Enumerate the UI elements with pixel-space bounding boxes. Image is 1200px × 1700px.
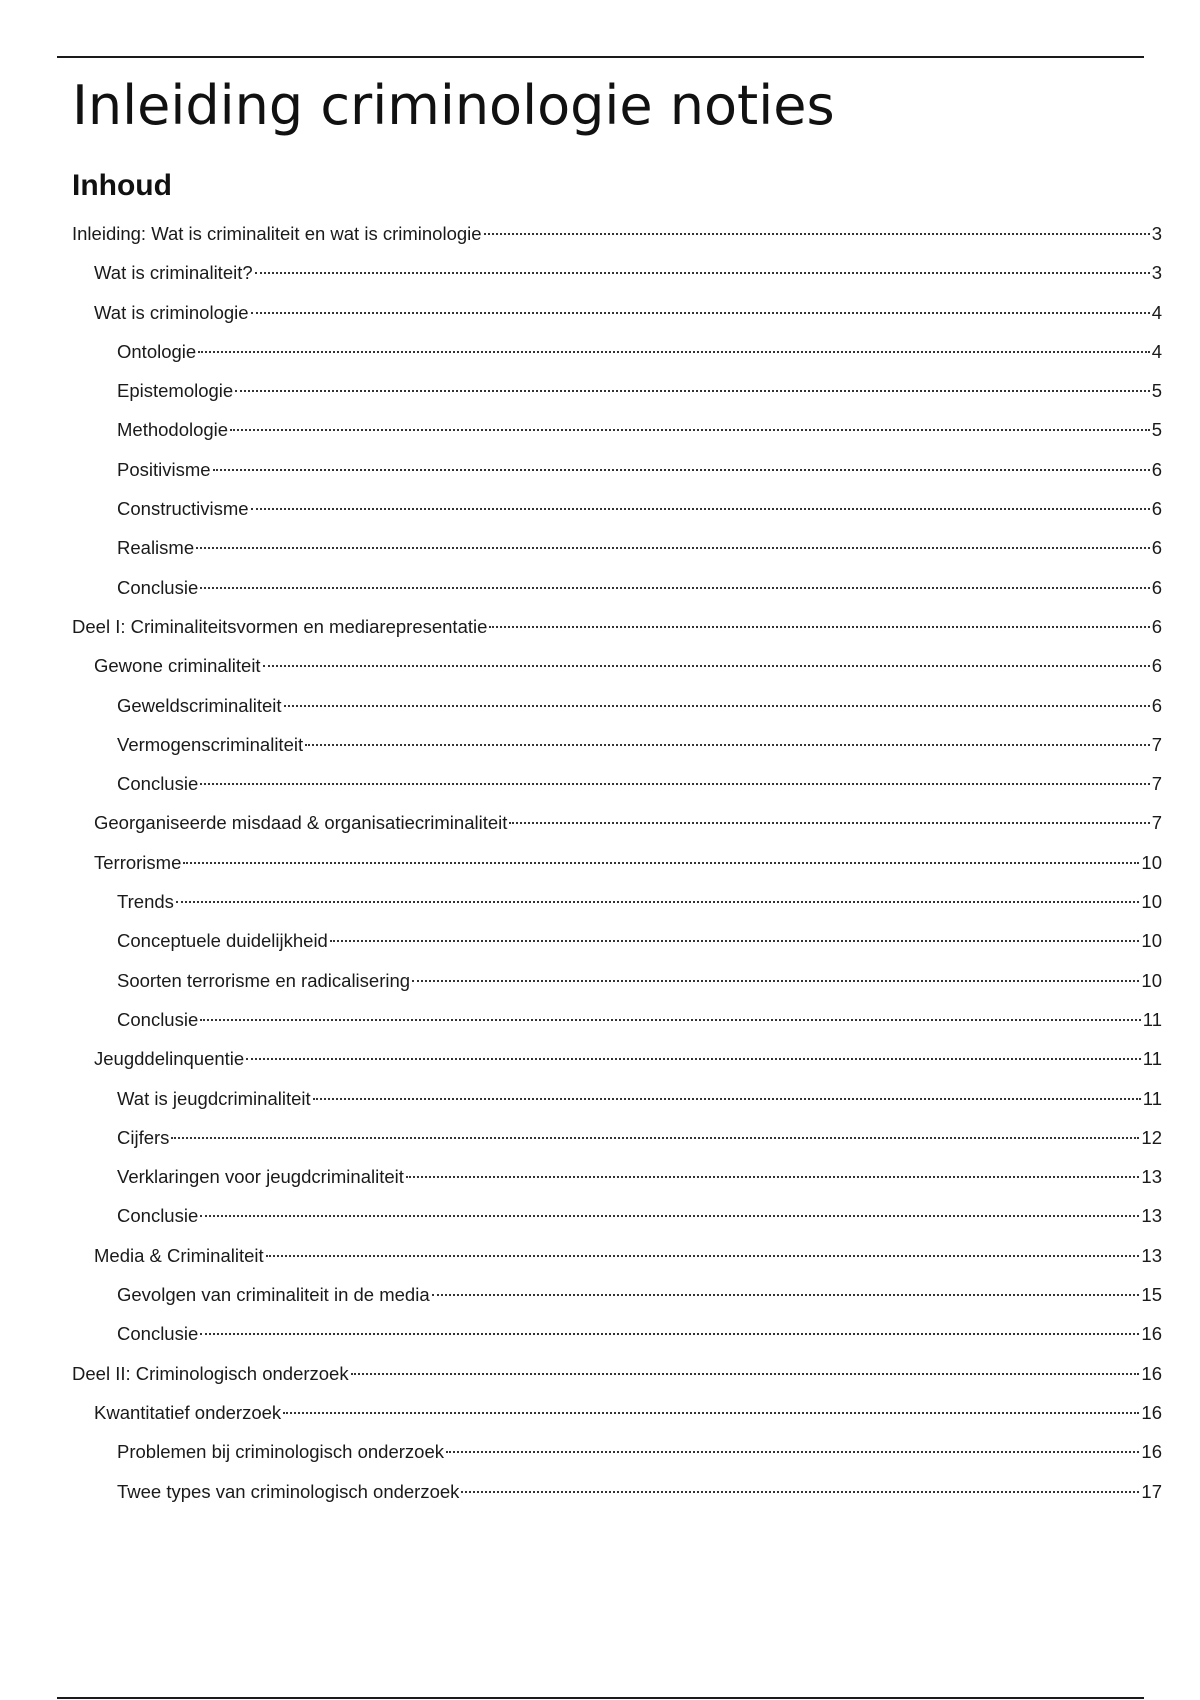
toc-dot-leader [484, 233, 1150, 235]
toc-page-number: 10 [1141, 930, 1162, 952]
toc-entry[interactable] [72, 293, 1162, 332]
toc-entry-title: Conceptuele duidelijkheid [117, 930, 328, 952]
toc-page-number: 17 [1141, 1480, 1162, 1502]
toc-dot-leader [200, 587, 1149, 589]
toc-dot-leader [412, 980, 1139, 982]
toc-dot-leader [213, 469, 1150, 471]
toc-entry[interactable] [72, 1432, 1162, 1471]
toc-entry[interactable] [72, 1118, 1162, 1157]
toc-page-number: 6 [1151, 458, 1162, 480]
toc-dot-leader [200, 1019, 1141, 1021]
toc-entry[interactable] [72, 1196, 1162, 1235]
toc-page-number: 4 [1151, 301, 1162, 323]
toc-page-number: 13 [1141, 1244, 1162, 1266]
toc-page-number: 7 [1151, 773, 1162, 795]
toc-entry-title: Vermogenscriminaliteit [117, 733, 304, 755]
toc-dot-leader [200, 1215, 1139, 1217]
toc-page-number: 15 [1141, 1284, 1162, 1306]
toc-entry-title: Jeugddelinquentie [94, 1048, 245, 1070]
toc-dot-leader [284, 705, 1150, 707]
toc-dot-leader [406, 1176, 1140, 1178]
toc-entry[interactable] [72, 1314, 1162, 1353]
toc-entry-title: Methodologie [117, 419, 229, 441]
toc-dot-leader [305, 744, 1150, 746]
toc-page-number: 6 [1151, 498, 1162, 520]
toc-page-number: 5 [1151, 419, 1162, 441]
toc-entry[interactable] [72, 1000, 1162, 1039]
toc-entry[interactable] [72, 686, 1162, 725]
toc-entry-title: Conclusie [117, 773, 199, 795]
toc-entry[interactable] [72, 1472, 1162, 1511]
toc-dot-leader [255, 272, 1150, 274]
toc-entry-title: Soorten terrorisme en radicalisering [117, 969, 411, 991]
toc-entry[interactable] [72, 1393, 1162, 1432]
toc-page-number: 16 [1141, 1362, 1162, 1384]
toc-page-number: 11 [1142, 1087, 1162, 1109]
toc-entry-title: Wat is criminologie [94, 301, 249, 323]
toc-dot-leader [171, 1137, 1139, 1139]
toc-entry-title: Conclusie [117, 1205, 199, 1227]
toc-page-number: 11 [1142, 1008, 1162, 1030]
toc-entry-title: Terrorisme [94, 851, 182, 873]
toc-entry-title: Epistemologie [117, 380, 234, 402]
toc-dot-leader [351, 1373, 1140, 1375]
toc-page-number: 16 [1141, 1401, 1162, 1423]
toc-page-number: 12 [1141, 1126, 1162, 1148]
toc-dot-leader [198, 351, 1150, 353]
toc-page-number: 10 [1141, 969, 1162, 991]
toc-page-number: 6 [1151, 537, 1162, 559]
toc-heading: Inhoud [72, 169, 172, 202]
document-title: Inleiding criminologie noties [72, 74, 835, 137]
toc-dot-leader [246, 1058, 1141, 1060]
toc-dot-leader [230, 429, 1150, 431]
top-rule [57, 56, 1144, 58]
toc-dot-leader [330, 940, 1140, 942]
toc-entry-title: Conclusie [117, 1323, 199, 1345]
toc-entry[interactable] [72, 803, 1162, 842]
toc-entry[interactable] [72, 253, 1162, 292]
toc-page-number: 6 [1151, 615, 1162, 637]
toc-dot-leader [176, 901, 1140, 903]
toc-page-number: 5 [1151, 380, 1162, 402]
bottom-rule [57, 1697, 1144, 1699]
table-of-contents [72, 214, 1162, 1511]
toc-dot-leader [251, 508, 1150, 510]
toc-entry[interactable] [72, 843, 1162, 882]
toc-entry-title: Geweldscriminaliteit [117, 694, 282, 716]
toc-dot-leader [266, 1255, 1140, 1257]
toc-entry[interactable] [72, 646, 1162, 685]
toc-page-number: 16 [1141, 1323, 1162, 1345]
toc-dot-leader [432, 1294, 1140, 1296]
toc-entry-title: Deel II: Criminologisch onderzoek [72, 1362, 349, 1384]
toc-entry-title: Deel I: Criminaliteitsvormen en mediarepresentatie [72, 615, 488, 637]
toc-entry[interactable] [72, 1275, 1162, 1314]
toc-page-number: 16 [1141, 1441, 1162, 1463]
toc-page-number: 6 [1151, 576, 1162, 598]
toc-page-number: 6 [1151, 655, 1162, 677]
toc-page-number: 13 [1141, 1205, 1162, 1227]
toc-entry-title: Twee types van criminologisch onderzoek [117, 1480, 460, 1502]
toc-entry[interactable] [72, 332, 1162, 371]
toc-entry-title: Positivisme [117, 458, 211, 480]
toc-dot-leader [263, 665, 1150, 667]
toc-dot-leader [313, 1098, 1141, 1100]
toc-entry-title: Realisme [117, 537, 195, 559]
toc-entry[interactable] [72, 1354, 1162, 1393]
toc-page-number: 6 [1151, 694, 1162, 716]
toc-entry[interactable] [72, 1039, 1162, 1078]
toc-entry[interactable] [72, 489, 1162, 528]
toc-entry[interactable] [72, 214, 1162, 253]
toc-entry-title: Constructivisme [117, 498, 249, 520]
toc-entry[interactable] [72, 371, 1162, 410]
toc-entry[interactable] [72, 921, 1162, 960]
toc-entry-title: Trends [117, 891, 174, 913]
toc-dot-leader [461, 1491, 1139, 1493]
toc-entry[interactable] [72, 1079, 1162, 1118]
toc-entry-title: Conclusie [117, 576, 199, 598]
toc-dot-leader [489, 626, 1149, 628]
toc-dot-leader [235, 390, 1150, 392]
toc-entry[interactable] [72, 725, 1162, 764]
toc-dot-leader [200, 783, 1149, 785]
toc-dot-leader [251, 312, 1150, 314]
toc-dot-leader [283, 1412, 1139, 1414]
toc-page-number: 13 [1141, 1166, 1162, 1188]
toc-dot-leader [196, 547, 1150, 549]
toc-entry-title: Media & Criminaliteit [94, 1244, 264, 1266]
toc-dot-leader [509, 822, 1149, 824]
toc-entry[interactable] [72, 882, 1162, 921]
toc-entry-title: Problemen bij criminologisch onderzoek [117, 1441, 444, 1463]
toc-entry[interactable] [72, 528, 1162, 567]
toc-entry-title: Wat is criminaliteit? [94, 262, 253, 284]
toc-entry-title: Ontologie [117, 340, 197, 362]
toc-entry-title: Verklaringen voor jeugdcriminaliteit [117, 1166, 404, 1188]
toc-entry-title: Cijfers [117, 1126, 170, 1148]
toc-page-number: 3 [1151, 223, 1162, 244]
toc-page-number: 7 [1151, 812, 1162, 834]
toc-entry-title: Wat is jeugdcriminaliteit [117, 1087, 311, 1109]
toc-entry[interactable] [72, 568, 1162, 607]
toc-entry[interactable] [72, 764, 1162, 803]
toc-entry[interactable] [72, 1157, 1162, 1196]
toc-entry[interactable] [72, 607, 1162, 646]
toc-page-number: 4 [1151, 340, 1162, 362]
toc-page-number: 10 [1141, 851, 1162, 873]
toc-entry[interactable] [72, 1236, 1162, 1275]
toc-page-number: 3 [1151, 262, 1162, 284]
toc-entry[interactable] [72, 450, 1162, 489]
toc-dot-leader [183, 862, 1139, 864]
toc-entry-title: Gevolgen van criminaliteit in de media [117, 1284, 430, 1306]
toc-dot-leader [200, 1333, 1139, 1335]
toc-entry[interactable] [72, 961, 1162, 1000]
toc-page-number: 11 [1142, 1048, 1162, 1070]
toc-page-number: 10 [1141, 891, 1162, 913]
toc-entry-title: Georganiseerde misdaad & organisatiecriminaliteit [94, 812, 508, 834]
toc-entry[interactable] [72, 410, 1162, 449]
toc-entry-title: Kwantitatief onderzoek [94, 1401, 282, 1423]
toc-page-number: 7 [1151, 733, 1162, 755]
toc-entry-title: Inleiding: Wat is criminaliteit en wat is criminologie [72, 223, 482, 244]
toc-entry-title: Conclusie [117, 1008, 199, 1030]
toc-dot-leader [446, 1451, 1139, 1453]
toc-entry-title: Gewone criminaliteit [94, 655, 261, 677]
